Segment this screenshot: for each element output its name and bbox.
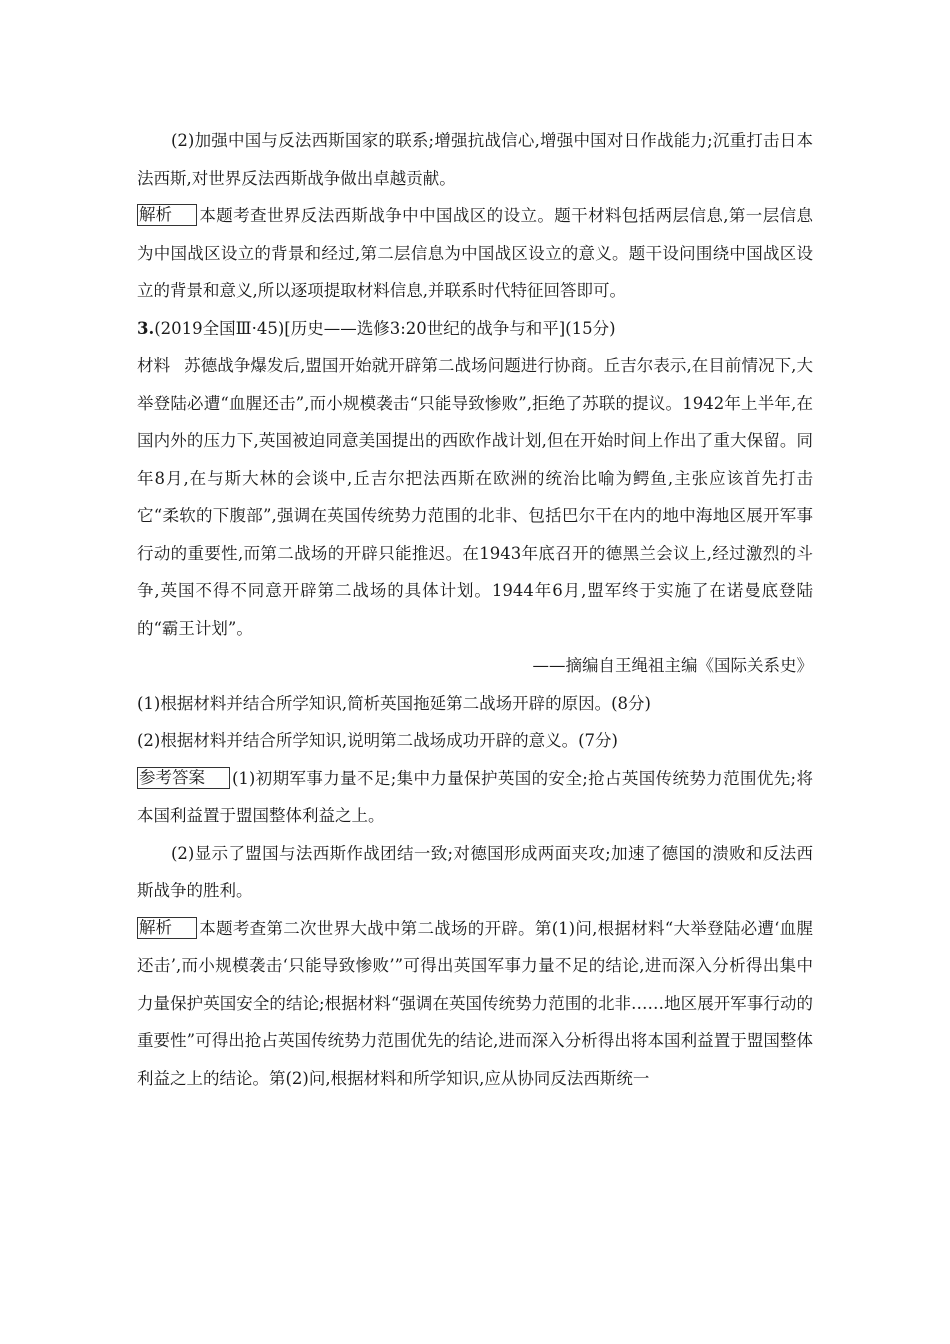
q3-material [137,347,813,647]
material-source: ——摘编自王绳祖主编《国际关系史》 [532,656,813,675]
q3-analysis-text: 本题考查第二次世界大战中第二战场的开辟。第(1)问,根据材料“大举登陆必遭‘血腥还击’,而小规模袭击‘只能导致惨败’”可得出英国军事力量不足的结论,进而深入分析得出集中力量保护英国安全的结论;根据材料“强调在英国传统势力范围的北非……地区展开军事行动的重要性”可得出抢占英国传统势力范围优先的结论,进而深入分析得出将本国利益置于盟国整体利益之上的结论。第(2)问,根据材料和所学知识,应从协同反法西斯统一 [137,918,813,1088]
question-number: 3. [137,318,155,338]
q2-analysis-text: 本题考查世界反法西斯战争中中国战区的设立。题干材料包括两层信息,第一层信息为中国战区设立的背景和经过,第二层信息为中国战区设立的意义。题干设问围绕中国战区设立的背景和意义,所以逐项提取材料信息,并联系时代特征回答即可。 [137,206,813,300]
q3-analysis [137,910,813,1098]
q3-subquestion-1: (1)根据材料并结合所学知识,简析英国拖延第二战场开辟的原因。(8分) [137,693,651,713]
q2-analysis [137,197,813,310]
analysis-label: 解析 [137,917,197,939]
q3-header [137,310,813,348]
q3-answer-part2: (2)显示了盟国与法西斯作战团结一致;对德国形成两面夹攻;加速了德国的溃败和反法西斯战争的胜利。 [137,843,813,900]
document-body [137,122,813,1097]
q3-answer-part1: (1)初期军事力量不足;集中力量保护英国的安全;抢占英国传统势力范围优先;将本国利益置于盟国整体利益之上。 [137,768,813,825]
q3-subquestion-2: (2)根据材料并结合所学知识,说明第二战场成功开辟的意义。(7分) [137,731,618,750]
material-label: 材料 [137,356,171,375]
answer-label: 参考答案 [137,767,230,789]
material-text: 苏德战争爆发后,盟国开始就开辟第二战场问题进行协商。丘吉尔表示,在目前情况下,大举登陆必遭“血腥还击”,而小规模袭击“只能导致惨败”,拒绝了苏联的提议。1942年上半年,在国内外的压力下,英国被迫同意美国提出的西欧作战计划,但在开始时间上作出了重大保留。同年8月,在与斯大林的会谈中,丘吉尔把法西斯在欧洲的统治比喻为鳄鱼,主张应该首先打击它“柔软的下腹部”,强调在英国传统势力范围的北非、包括巴尔干在内的地中海地区展开军事行动的重要性,而第二战场的开辟只能推迟。在1943年底召开的德黑兰会议上,经过激烈的斗争,英国不得不同意开辟第二战场的具体计划。1944年6月,盟军终于实施了在诺曼底登陆的“霸王计划”。 [137,356,813,638]
question-header-text: (2019全国Ⅲ·45)[历史——选修3:20世纪的战争与和平](15分) [154,318,616,338]
analysis-label: 解析 [137,204,197,226]
q2-answer-part2: (2)加强中国与反法西斯国家的联系;增强抗战信心,增强中国对日作战能力;沉重打击日本法西斯,对世界反法西斯战争做出卓越贡献。 [137,131,813,188]
q3-answer [137,760,813,835]
